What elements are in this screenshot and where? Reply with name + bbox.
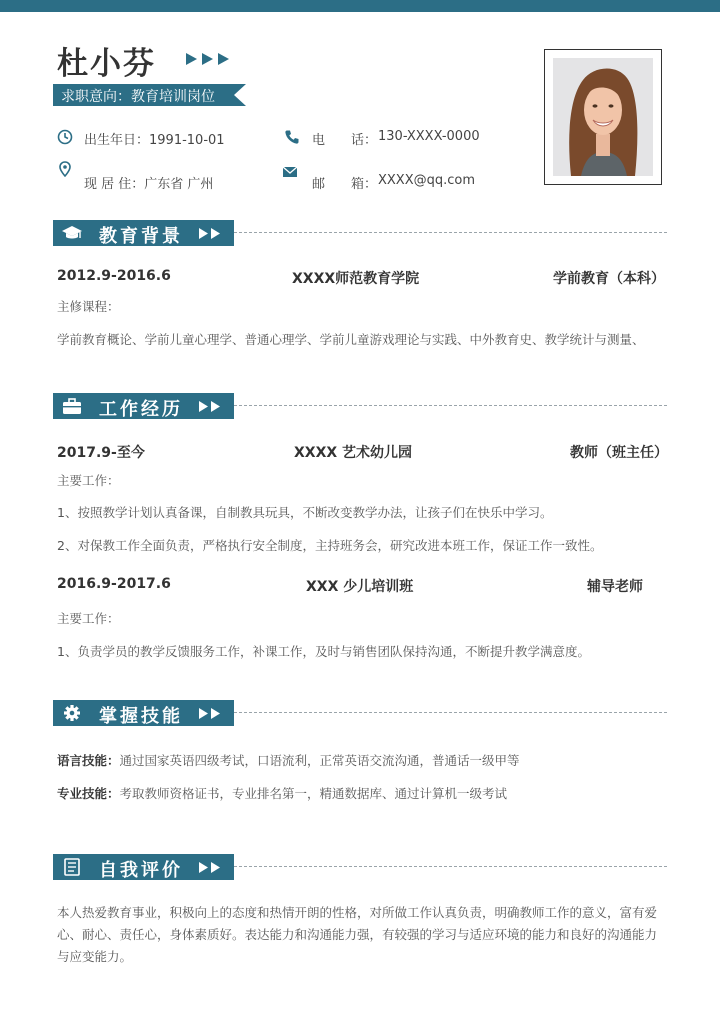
duty-item: 2、对保教工作全面负责，严格执行安全制度，主持班务会，研究改进本班工作，保证工作一致性。: [57, 538, 603, 553]
skill-text: 通过国家英语四级考试，口语流利，正常英语交流沟通，普通话一级甲等: [119, 753, 520, 768]
section-title-skills: 掌握技能: [99, 706, 183, 727]
double-arrow-icon: [199, 401, 221, 412]
work-company: XXXX 艺术幼儿园: [294, 445, 413, 461]
section-header-work: [53, 393, 234, 419]
email-address: XXXX@qq.com: [378, 173, 476, 188]
job-objective-banner: [53, 84, 246, 106]
section-divider: [234, 712, 667, 713]
double-arrow-icon: [199, 228, 221, 239]
work-period: 2017.9-至今: [57, 445, 145, 461]
self-evaluation-text: 本人热爱教育事业，积极向上的态度和热情开朗的性格，对所做工作认真负责，明确教师工作的意义，富有爱心、耐心、责任心，身体素质好。表达能力和沟通能力强，有较强的学习与适应环境的能力和良好的沟通能力与应变能力。: [57, 905, 658, 964]
work-period: 2016.9-2017.6: [57, 576, 171, 592]
work-role: 辅导老师: [587, 579, 643, 595]
section-title-education: 教育背景: [99, 226, 183, 247]
section-header-self-evaluation: [53, 854, 234, 880]
duty-item: 1、负责学员的教学反馈服务工作，补课工作，及时与销售团队保持沟通，不断提升教学满意度。: [57, 644, 590, 659]
triple-arrow-icon: [186, 51, 232, 67]
top-accent-bar: [0, 0, 720, 12]
courses-list: 学前教育概论、学前儿童心理学、普通心理学、学前儿童游戏理论与实践、中外教育史、教学统计与测量、: [57, 332, 645, 347]
section-title-work: 工作经历: [99, 399, 183, 420]
residence: 现 居 住：广东省 广州: [84, 177, 214, 192]
phone-label: 电 话：: [312, 133, 378, 148]
skill-item: [57, 751, 520, 769]
work-company: XXX 少儿培训班: [306, 579, 414, 595]
photo-frame: [544, 49, 662, 185]
section-header-education: [53, 220, 234, 246]
section-header-skills: [53, 700, 234, 726]
duty-item: 1、按照教学计划认真备课，自制教具玩具，不断改变教学办法，让孩子们在快乐中学习。: [57, 505, 553, 520]
work-role: 教师（班主任）: [570, 445, 668, 461]
section-title-self-evaluation: 自我评价: [99, 860, 183, 881]
profile-photo: [553, 58, 653, 176]
section-divider: [234, 405, 667, 406]
gear-icon: [62, 704, 82, 722]
courses-label: 主修课程：: [57, 299, 120, 314]
duties-label: 主要工作：: [57, 473, 120, 488]
briefcase-icon: [62, 397, 82, 415]
double-arrow-icon: [199, 862, 221, 873]
education-period: 2012.9-2016.6: [57, 268, 171, 284]
skill-label: 专业技能：: [57, 786, 120, 801]
mail-icon: [282, 164, 298, 180]
phone-icon: [284, 129, 300, 145]
graduation-cap-icon: [62, 224, 82, 242]
birth-date: 出生年日：1991-10-01: [84, 133, 225, 148]
education-school: XXXX师范教育学院: [292, 271, 420, 287]
location-icon: [57, 161, 73, 177]
skill-item: [57, 784, 507, 802]
notebook-icon: [62, 858, 82, 876]
email-label: 邮 箱：: [312, 177, 378, 192]
section-divider: [234, 866, 667, 867]
candidate-name: 杜小芬: [57, 46, 156, 82]
skill-text: 考取教师资格证书，专业排名第一，精通数据库、通过计算机一级考试: [119, 786, 508, 801]
double-arrow-icon: [199, 708, 221, 719]
section-divider: [234, 232, 667, 233]
education-major: 学前教育（本科）: [553, 271, 665, 287]
skill-label: 语言技能：: [57, 753, 120, 768]
phone-number: 130-XXXX-0000: [378, 129, 480, 144]
job-objective-text: 求职意向：教育培训岗位: [61, 89, 215, 105]
clock-icon: [57, 129, 73, 145]
duties-label: 主要工作：: [57, 611, 120, 626]
